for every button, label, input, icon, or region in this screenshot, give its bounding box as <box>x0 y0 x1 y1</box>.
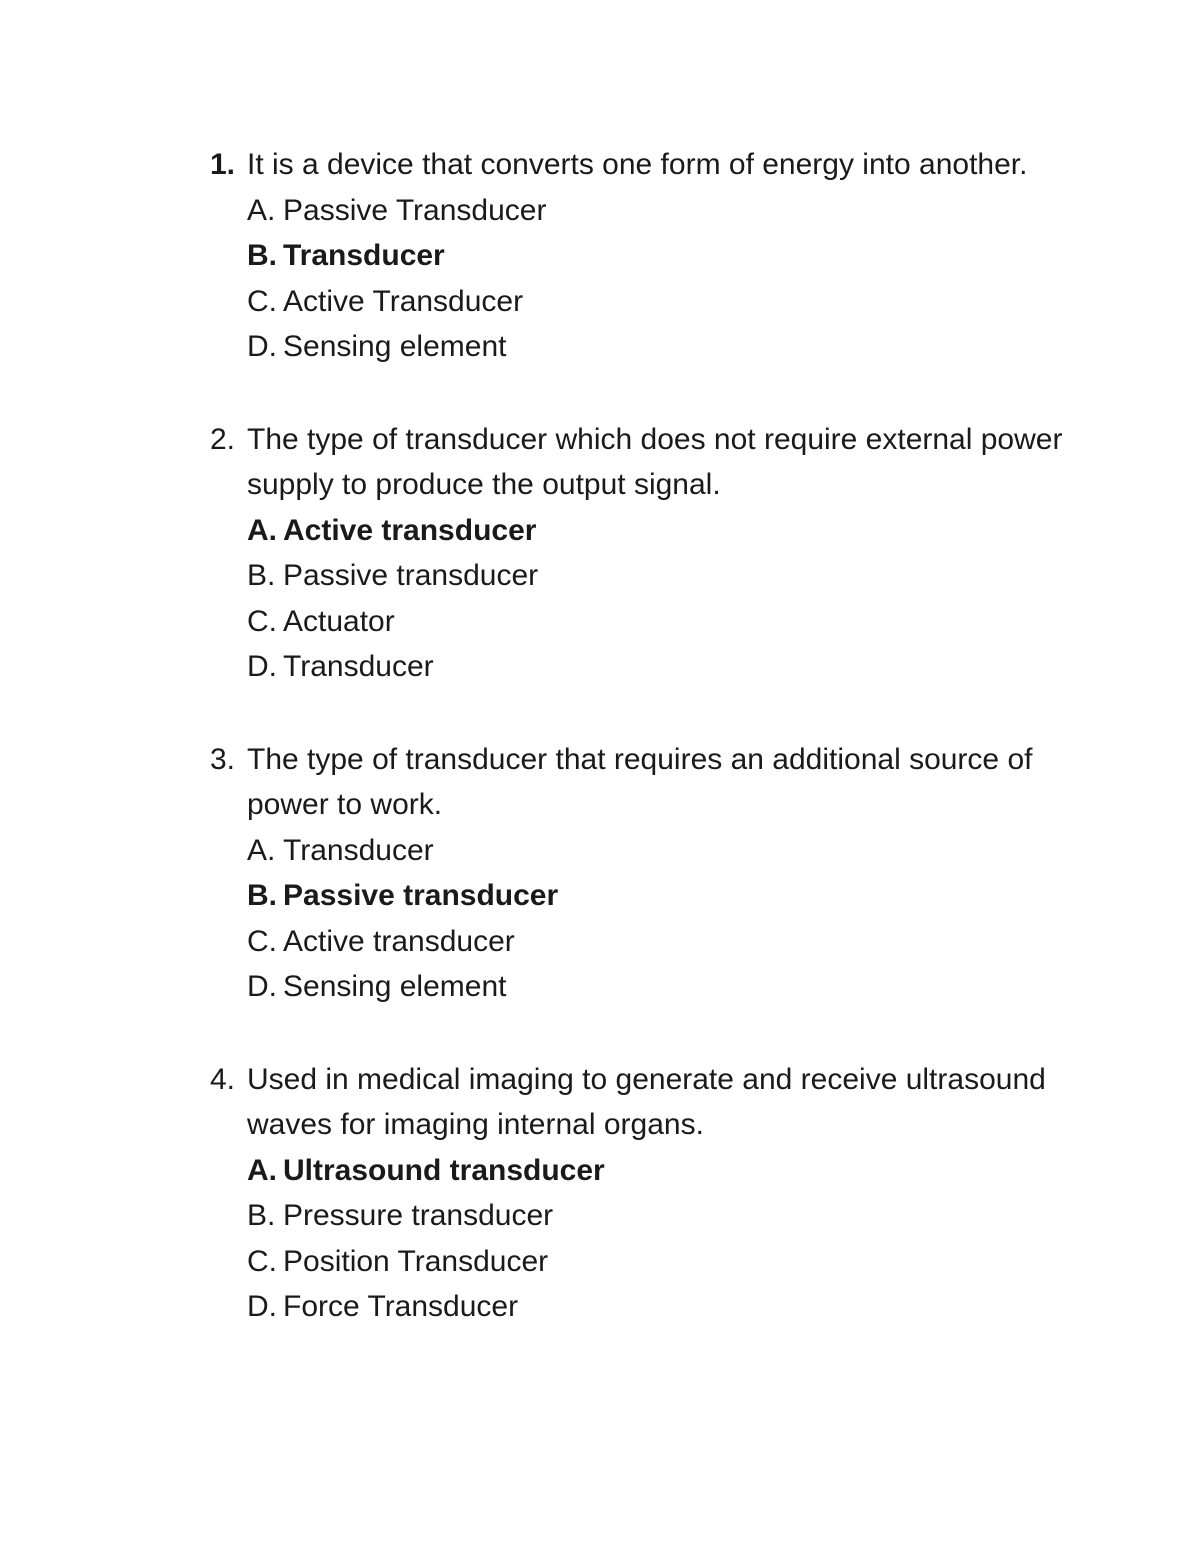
option-letter: A. <box>247 1153 277 1187</box>
option-text: Pressure transducer <box>283 1199 554 1232</box>
option-letter: D. <box>247 970 277 1003</box>
answer-options <box>210 508 1090 690</box>
option-d <box>247 1284 1090 1330</box>
option-letter: C. <box>247 604 277 638</box>
question-number: 2. <box>210 422 236 456</box>
question-number: 1. <box>210 148 236 181</box>
option-letter: A. <box>247 513 277 547</box>
option-letter: D. <box>247 650 277 683</box>
question-text: The type of transducer that requires an additional source of power to work. <box>247 742 1033 821</box>
answer-options <box>210 1148 1090 1330</box>
option-letter: D. <box>247 1290 277 1323</box>
option-b-correct <box>247 233 1090 279</box>
question-number: 4. <box>210 1062 236 1096</box>
option-c <box>247 1239 1090 1285</box>
question-1 <box>210 142 1090 370</box>
option-letter: C. <box>247 924 277 958</box>
question-text: The type of transducer which does not require external power supply to produce the output signal. <box>247 422 1063 501</box>
option-letter: B. <box>247 1199 276 1232</box>
option-text: Passive transducer <box>283 879 559 912</box>
option-text: Passive transducer <box>283 559 539 592</box>
option-text: Sensing element <box>283 970 507 1003</box>
option-text: Sensing element <box>283 330 507 363</box>
option-d <box>247 324 1090 370</box>
question-text: It is a device that converts one form of energy into another. <box>247 148 1028 181</box>
option-c <box>247 279 1090 325</box>
option-letter: A. <box>247 833 276 867</box>
option-a-correct <box>247 508 1090 554</box>
option-text: Position Transducer <box>283 1244 549 1278</box>
option-text: Active transducer <box>283 513 537 547</box>
option-a-correct <box>247 1148 1090 1194</box>
question-3 <box>210 737 1090 1010</box>
option-c <box>247 599 1090 645</box>
question-4 <box>210 1057 1090 1330</box>
question-2 <box>210 417 1090 690</box>
option-b <box>247 553 1090 599</box>
option-letter: C. <box>247 1244 277 1278</box>
option-letter: C. <box>247 284 277 318</box>
option-text: Transducer <box>283 833 434 867</box>
option-text: Actuator <box>283 604 395 638</box>
option-d <box>247 964 1090 1010</box>
option-text: Passive Transducer <box>283 193 547 227</box>
option-b-correct <box>247 873 1090 919</box>
question-number: 3. <box>210 742 236 776</box>
option-c <box>247 919 1090 965</box>
option-a <box>247 828 1090 874</box>
option-letter: A. <box>247 193 276 227</box>
option-text: Ultrasound transducer <box>283 1153 605 1187</box>
option-text: Transducer <box>283 239 445 272</box>
quiz-question-list <box>210 142 1090 1377</box>
option-a <box>247 188 1090 234</box>
option-letter: D. <box>247 330 277 363</box>
option-letter: B. <box>247 879 277 912</box>
option-d <box>247 644 1090 690</box>
question-text: Used in medical imaging to generate and receive ultrasound waves for imaging internal organs. <box>247 1062 1046 1141</box>
option-b <box>247 1193 1090 1239</box>
option-text: Force Transducer <box>283 1290 519 1323</box>
answer-options <box>210 188 1090 370</box>
option-text: Active transducer <box>283 924 515 958</box>
option-letter: B. <box>247 559 276 592</box>
option-letter: B. <box>247 239 277 272</box>
option-text: Active Transducer <box>283 284 524 318</box>
option-text: Transducer <box>283 650 434 683</box>
answer-options <box>210 828 1090 1010</box>
